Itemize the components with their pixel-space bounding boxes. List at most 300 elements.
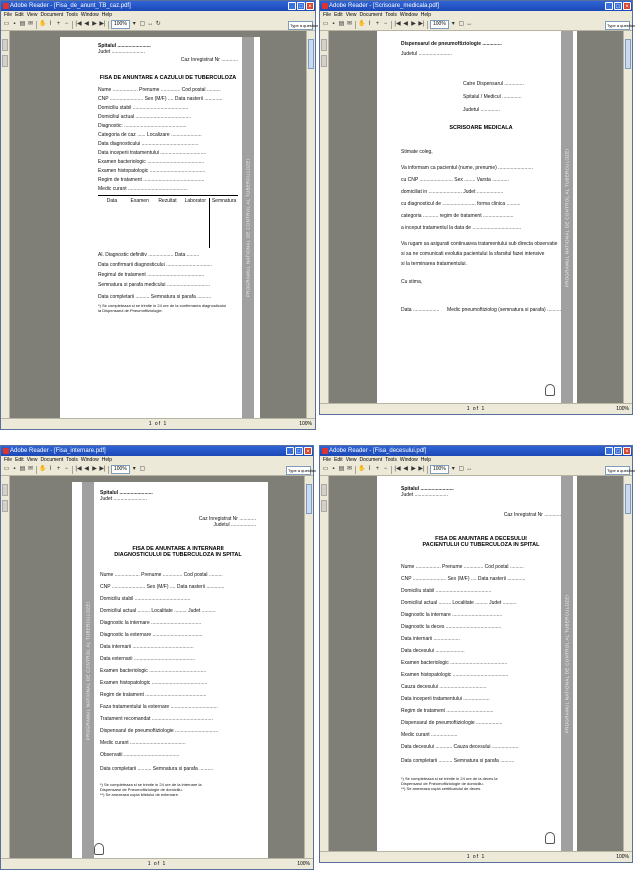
navigation-pane [320,476,329,852]
letter-line: Stimate coleg, [401,149,433,155]
pdf-window-1 [0,0,319,430]
form-line: Medic curant ................... [401,732,458,738]
previous-page-icon[interactable]: ◀ [403,466,408,472]
menu-help[interactable]: Help [420,457,432,463]
menu-view[interactable]: View [345,12,357,18]
status-zoom: 100% [616,406,629,412]
open-icon[interactable]: ▭ [322,21,329,27]
select-tool-icon[interactable]: I [368,21,371,27]
scrollbar-thumb[interactable] [306,484,312,514]
pdf-page [377,31,577,404]
footer-line: Al. Diagnostic definitiv .................. Data ......... [98,252,200,258]
recipient-block [463,81,561,113]
form-heading: FISA DE ANUNTARE A CAZULUI DE TUBERCULOZA [99,75,237,81]
next-page-icon[interactable]: ▶ [92,21,97,27]
window-title: Adobe Reader - [Scrisoare_medicala.pdf] [329,3,440,9]
letter-line: cu CNP ........................ Sex ........ Varsta ............ [401,177,509,183]
exam-table [98,195,238,248]
hand-tool-icon[interactable]: ✋ [358,466,366,472]
select-tool-icon[interactable]: I [49,21,52,27]
toolbar-separator [427,21,428,29]
navigation-pane [1,476,10,859]
toolbar-separator [355,21,356,29]
signature-line: Data completarii .......... Semnatura si parafa .......... [98,294,212,300]
letter-heading: SCRISOARE MEDICALA [449,125,513,131]
zoom-out-icon[interactable]: − [64,21,69,27]
help-search-input[interactable]: Type a question [607,23,635,28]
form-line: Diagnostic: ............................................. [98,123,187,129]
form-line: Data inceperii tratamentului ................................. [98,150,207,156]
menu-help[interactable]: Help [420,12,432,18]
form-line: Examen histopatologic ........................................ [100,680,208,686]
status-bar [320,403,632,414]
menu-document[interactable]: Document [40,457,64,463]
form-line: Data inceperii tratamentului ................... [401,696,490,702]
minimize-button[interactable]: _ [605,2,613,10]
menu-file[interactable]: File [323,457,332,463]
table-header: Rezultat [158,198,177,204]
menu-document[interactable]: Document [359,457,383,463]
toolbar [320,464,635,476]
registration-county-line: Judetul .................. [213,522,256,528]
table-header: Examen [130,198,149,204]
toolbar-separator [72,466,73,474]
footer-line: Data confirmarii diagnosticului ................................. [98,262,212,268]
form-line: Medic curant ........................................ [100,740,186,746]
toolbar-separator [108,466,109,474]
hospital-line: Spitalul ........................ [100,490,153,496]
menu-tools[interactable]: Tools [385,457,397,463]
menu-edit[interactable]: Edit [15,12,24,18]
first-page-icon[interactable]: |◀ [75,21,82,27]
status-bar [1,858,313,869]
page-indicator[interactable]: 1 of 1 [466,406,486,412]
toolbar [320,19,635,31]
hand-tool-icon[interactable]: ✋ [39,21,47,27]
status-bar [320,851,632,862]
email-icon[interactable]: ✉ [27,466,34,472]
bookmarks-tab[interactable] [321,484,327,496]
page-indicator[interactable]: 1 of 1 [147,861,167,867]
vertical-scrollbar[interactable] [304,476,313,859]
next-page-icon[interactable]: ▶ [92,466,97,472]
print-icon[interactable]: ▤ [338,466,345,472]
last-page-icon[interactable]: ▶| [99,21,106,27]
registration-line: Caz Inregistrat Nr ............ [503,512,561,518]
menu-tools[interactable]: Tools [66,457,78,463]
note-line: *) Se completeaza si se trimite in 24 ore de la confirmarea diagnosticului [98,303,227,308]
pdf-window-2 [319,0,633,415]
note-line: **) Se anexeaza copia certificatului de deces. [401,786,482,791]
adobe-reader-icon [3,448,9,454]
previous-page-icon[interactable]: ◀ [403,21,408,27]
zoom-out-icon[interactable]: − [383,466,388,472]
open-icon[interactable]: ▭ [322,466,329,472]
window-title: Adobe Reader - [Fisa_internare.pdf] [10,448,106,454]
print-icon[interactable]: ▤ [338,21,345,27]
print-icon[interactable]: ▤ [19,21,26,27]
form-line: Domiciliu stabil ........................................ [100,596,191,602]
form-line: Nume .................. Prenume .............. Cod postal .......... [401,564,524,570]
maximize-button[interactable]: □ [297,2,305,10]
form-line: Examen histopatologic ........................................ [401,672,509,678]
program-logo-icon [545,832,555,844]
recipient-line: Catre Dispensarul .............. [463,81,524,87]
toolbar-separator [72,21,73,29]
pdf-page [60,37,260,419]
signature-line: Data completarii .......... Semnatura si parafa .......... [100,766,214,772]
window-title: Adobe Reader - [Fisa_de_anunt_TB_caz.pdf] [10,3,131,9]
note-line: *) Se completeaza si se trimite in 24 ore de la deces la [401,776,498,781]
form-line: Domiciliul actual ......... Localitate ......... Judet .......... [401,600,517,606]
form-line: Data internarii ................... [401,636,460,642]
next-page-icon[interactable]: ▶ [411,466,416,472]
document-area [329,476,623,852]
form-line: Examen bacteriologic ......................................... [401,660,508,666]
band-text: PROGRAMUL NATIONAL DE CONTROL AL TUBERCULOZEI [564,594,570,734]
pdf-window-4 [319,445,633,863]
form-line: Data decesului ..................... [401,648,465,654]
first-page-icon[interactable]: |◀ [394,21,401,27]
select-tool-icon[interactable]: I [49,466,52,472]
email-icon[interactable]: ✉ [346,466,353,472]
form-line: Data internarii ............................................ [100,644,194,650]
form-line: Examen histopatologic ........................................ [98,168,206,174]
pdf-page [377,476,577,852]
form-line: CNP ........................ Sex (M/F) .... Data nasterii ............. [401,576,526,582]
letter-line: cu diagnosticul de ........................ forma clinica .......... [401,201,521,207]
zoom-out-icon[interactable]: − [383,21,388,27]
note-line: Dispensarul de Pneumoftiziologie de domiciliu. [100,787,183,792]
save-icon[interactable]: ▪ [332,21,335,27]
pages-tab[interactable] [321,55,327,67]
maximize-button[interactable]: □ [295,447,303,455]
form-line: Domiciliul actual ........................................ [98,114,192,120]
pages-tab[interactable] [321,500,327,512]
status-zoom: 100% [299,421,312,427]
menu-edit[interactable]: Edit [334,457,343,463]
first-page-icon[interactable]: |◀ [394,466,401,472]
form-line: Regim de tratament ............................................ [98,177,205,183]
letter-body [401,149,561,267]
pdf-window-3 [0,445,317,870]
email-icon[interactable]: ✉ [346,21,353,27]
help-search-input[interactable]: Type a question [290,23,319,28]
zoom-in-icon[interactable]: + [56,21,61,27]
form-line: Nume .................. Prenume .............. Cod postal .......... [100,572,223,578]
hospital-line: Spitalul ........................ [401,486,454,492]
band-text: PROGRAMUL NATIONAL DE CONTROL AL TUBERCULOZEI [564,148,570,287]
menu-file[interactable]: File [4,457,13,463]
closing-line: Cu stima, [401,279,423,285]
band-text: PROGRAMUL NATIONAL DE CONTROL AL TUBERCULOZEI [245,158,251,298]
form-subheading: DIAGNOSTICULUI DE TUBERCULOZA IN SPITAL [114,552,242,558]
close-button[interactable]: × [306,2,314,10]
minimize-button[interactable]: _ [288,2,296,10]
save-icon[interactable]: ▪ [13,466,16,472]
county-line: Judet ........................ [100,496,147,502]
maximize-button[interactable]: □ [614,2,622,10]
form-fields [401,564,561,750]
menu-window[interactable]: Window [399,12,418,18]
zoom-level-field[interactable]: 100% [111,465,130,474]
form-line: Categoria de caz ...... Localizare ...................... [98,132,202,138]
hand-tool-icon[interactable]: ✋ [358,21,366,27]
note-line: *) Se completeaza si se trimite in 24 ore de la internare la [100,782,202,787]
toolbar [1,19,319,31]
print-icon[interactable]: ▤ [19,466,26,472]
county-line: Judet ........................ [98,49,145,55]
menu-view[interactable]: View [26,12,38,18]
menu-bar [1,11,315,19]
form-line: Cauza decesului .................................. [401,684,487,690]
vertical-side-band [242,37,254,419]
vertical-side-band [561,476,573,852]
menu-window[interactable]: Window [80,12,99,18]
page-indicator[interactable]: 1 of 1 [148,421,168,427]
title-bar[interactable] [1,1,315,11]
menu-document[interactable]: Document [359,12,383,18]
zoom-in-icon[interactable]: + [375,466,380,472]
letter-line: si sa ne comunicati evolutia pacientului la sfarsitul fazei intensive [401,251,545,257]
open-icon[interactable]: ▭ [3,21,10,27]
adobe-reader-icon [322,3,328,9]
last-page-icon[interactable]: ▶| [418,21,425,27]
menu-document[interactable]: Document [40,12,64,18]
menu-tools[interactable]: Tools [385,12,397,18]
county-line: Judetul ........................ [401,51,452,57]
status-bar [1,418,315,429]
form-line: CNP ........................ Sex (M/F) .... Data nasterii ............. [100,584,225,590]
document-area [10,476,304,859]
rotate-icon[interactable]: ↻ [155,21,161,27]
vertical-scrollbar[interactable] [623,476,632,852]
maximize-button[interactable]: □ [614,447,622,455]
scrollbar-thumb[interactable] [625,484,631,514]
status-zoom: 100% [297,861,310,867]
signature-line: Data completarii .......... Semnatura si parafa .......... [401,758,515,764]
dispensary-line: Dispensarul de pneumoftiziologie .............. [401,41,502,47]
fit-page-icon[interactable]: ▢ [139,466,146,472]
form-line: Diagnostic la externare .................................... [100,632,203,638]
registration-line: Caz Inregistrat Nr ............ [198,516,256,522]
form-line: Data diagnosticului ......................................... [98,141,199,147]
fit-page-icon[interactable]: ▢ [139,21,146,27]
vertical-side-band [561,31,573,404]
minimize-button[interactable]: _ [286,447,294,455]
menu-help[interactable]: Help [101,457,113,463]
form-line: Regim de tratament ............................................ [100,692,207,698]
form-line: Regim de tratament .................................. [401,708,494,714]
document-area [10,31,306,419]
form-fields [98,87,238,192]
zoom-level-field[interactable]: 100% [111,20,130,29]
vertical-scrollbar[interactable] [623,31,632,404]
form-line: Examen bacteriologic ......................................... [98,159,205,165]
letter-line: domiciliat in ........................ Judet ................... [401,189,504,195]
toolbar-separator [355,466,356,474]
title-bar[interactable] [320,446,632,456]
close-button[interactable]: × [623,2,631,10]
email-icon[interactable]: ✉ [27,21,34,27]
menu-window[interactable]: Window [80,457,99,463]
table-header: Laborator [184,198,206,204]
table-header: Data [106,198,118,204]
toolbar-separator [391,466,392,474]
previous-page-icon[interactable]: ◀ [84,466,89,472]
save-icon[interactable]: ▪ [332,466,335,472]
navigation-pane [320,31,329,404]
table-header: Semnatura [209,198,238,248]
toolbar-separator [427,466,428,474]
zoom-in-icon[interactable]: + [56,466,61,472]
form-heading: FISA DE ANUNTARE A DECESULUI [435,536,527,542]
letter-line: Va rugam sa asigurati continuarea tratamentului sub directa observatie [401,241,558,247]
form-heading: FISA DE ANUNTARE A INTERNARII [132,546,224,552]
zoom-dropdown-icon[interactable]: ▾ [132,466,136,472]
first-page-icon[interactable]: |◀ [75,466,82,472]
form-line: Nume .................. Prenume .............. Cod postal .......... [98,87,221,93]
registration-line: Caz Inregistrat Nr ............ [180,57,238,63]
letter-line: a inceput tratamentul la data de ................................... [401,225,522,231]
pages-tab[interactable] [2,55,8,67]
form-subheading: PACIENTULUI CU TUBERCULOZA IN SPITAL [422,542,540,548]
menu-tools[interactable]: Tools [66,12,78,18]
menu-file[interactable]: File [323,12,332,18]
menu-bar [1,456,313,464]
select-tool-icon[interactable]: I [368,466,371,472]
form-line: Domiciliul actual ......... Localitate ......... Judet .......... [100,608,216,614]
footer-line: Semnatura si parafa medicului ............................... [98,282,210,288]
zoom-dropdown-icon[interactable]: ▾ [451,466,455,472]
toolbar-separator [391,21,392,29]
pages-tab[interactable] [2,500,8,512]
program-logo-icon [545,384,555,396]
bookmarks-tab[interactable] [2,484,8,496]
menu-help[interactable]: Help [101,12,113,18]
next-page-icon[interactable]: ▶ [411,21,416,27]
status-zoom: 100% [616,854,629,860]
menu-view[interactable]: View [26,457,38,463]
form-fields [100,572,256,758]
letter-line: si la terminarea tratamentului. [401,261,467,267]
zoom-dropdown-icon[interactable]: ▾ [132,21,136,27]
menu-bar [320,456,632,464]
form-line: Data externarii ............................................ [100,656,196,662]
save-icon[interactable]: ▪ [13,21,16,27]
form-line: Medic curant ........................................... [98,186,188,192]
footer-fields [98,252,238,288]
bookmarks-tab[interactable] [2,39,8,51]
menu-bar [320,11,632,19]
document-area [329,31,623,404]
form-line: CNP ........................ Sex (M/F) .... Data nasterii ............. [98,96,223,102]
hand-tool-icon[interactable]: ✋ [39,466,47,472]
toolbar [1,464,317,476]
toolbar-separator [108,21,109,29]
zoom-level-field[interactable]: 100% [430,20,449,29]
last-page-icon[interactable]: ▶| [99,466,106,472]
help-search-input[interactable]: Type a question [607,468,635,473]
physician-signature-line: Medic pneumoftiziolog (semnatura si parafa) .......... [447,307,561,313]
close-button[interactable]: × [304,447,312,455]
pdf-page [72,482,268,859]
footer-line: Regimul de tratament ......................................... [98,272,205,278]
fit-page-icon[interactable]: ▢ [458,21,465,27]
toolbar-separator [36,21,37,29]
form-line: Diagnostic la internare .................................... [401,612,503,618]
note-line: Dispensarul de Pneumoftiziologie de domiciliu. [401,781,484,786]
letter-line: Va informam ca pacientul (nume, prenume) ......................... [401,165,533,171]
form-line: Domiciliu stabil ........................................ [98,105,189,111]
county-line: Judet ........................ [401,492,448,498]
window-title: Adobe Reader - [Fisa_decesului.pdf] [329,448,427,454]
form-line: Dispensarul de pneumoftiziologie ............................... [100,728,219,734]
menu-view[interactable]: View [345,457,357,463]
form-line: Dispensarul de pneumoftiziologie ................... [401,720,503,726]
open-icon[interactable]: ▭ [3,466,10,472]
band-text: PROGRAMUL NATIONAL DE CONTROL AL TUBERCULOZEI [85,601,91,740]
recipient-line: Spitalul / Medicul .............. [463,94,522,100]
date-line: Data ................... [401,307,440,313]
zoom-level-field[interactable]: 100% [430,465,449,474]
zoom-in-icon[interactable]: + [375,21,380,27]
toolbar-separator [36,466,37,474]
vertical-scrollbar[interactable] [306,31,315,419]
page-indicator[interactable]: 1 of 1 [466,854,486,860]
close-button[interactable]: × [623,447,631,455]
title-bar[interactable] [320,1,632,11]
menu-edit[interactable]: Edit [334,12,343,18]
last-page-icon[interactable]: ▶| [418,466,425,472]
hospital-line: Spitalul ........................ [98,43,151,49]
previous-page-icon[interactable]: ◀ [84,21,89,27]
form-line: Tratament recomandat ............................................ [100,716,213,722]
zoom-dropdown-icon[interactable]: ▾ [451,21,455,27]
form-line: Observatii ........................................ [100,752,180,758]
form-line: Data decesului ............ Cauza decesului ................... [401,744,519,750]
note-line: la Dispensarul de Pneumoftiziologie. [98,308,163,313]
fit-page-icon[interactable]: ▢ [458,466,465,472]
program-logo-icon [94,843,104,855]
form-line: Diagnostic la internare .................................... [100,620,202,626]
form-line: Diagnostic la deces ........................................ [401,624,502,630]
adobe-reader-icon [3,3,9,9]
minimize-button[interactable]: _ [605,447,613,455]
adobe-reader-icon [322,448,328,454]
fit-width-icon[interactable]: ↔ [466,466,473,472]
recipient-line: Judetul .............. [463,107,500,113]
menu-window[interactable]: Window [399,457,418,463]
zoom-out-icon[interactable]: − [64,466,69,472]
note-line: **) Se anexeaza copia biletului de externare. [100,792,179,797]
menu-edit[interactable]: Edit [15,457,24,463]
bookmarks-tab[interactable] [321,39,327,51]
fit-width-icon[interactable]: ↔ [147,21,154,27]
form-line: Faza tratamentului la externare .................................. [100,704,218,710]
help-search-input[interactable]: Type a question [288,468,317,473]
form-line: Domiciliu stabil ........................................ [401,588,492,594]
title-bar[interactable] [1,446,313,456]
letter-line: categoria ........... regim de tratament ...................... [401,213,514,219]
fit-width-icon[interactable]: ↔ [466,21,473,27]
scrollbar-thumb[interactable] [308,39,314,69]
scrollbar-thumb[interactable] [625,39,631,69]
navigation-pane [1,31,10,419]
vertical-side-band [82,482,94,859]
form-line: Examen bacteriologic ......................................... [100,668,207,674]
menu-file[interactable]: File [4,12,13,18]
